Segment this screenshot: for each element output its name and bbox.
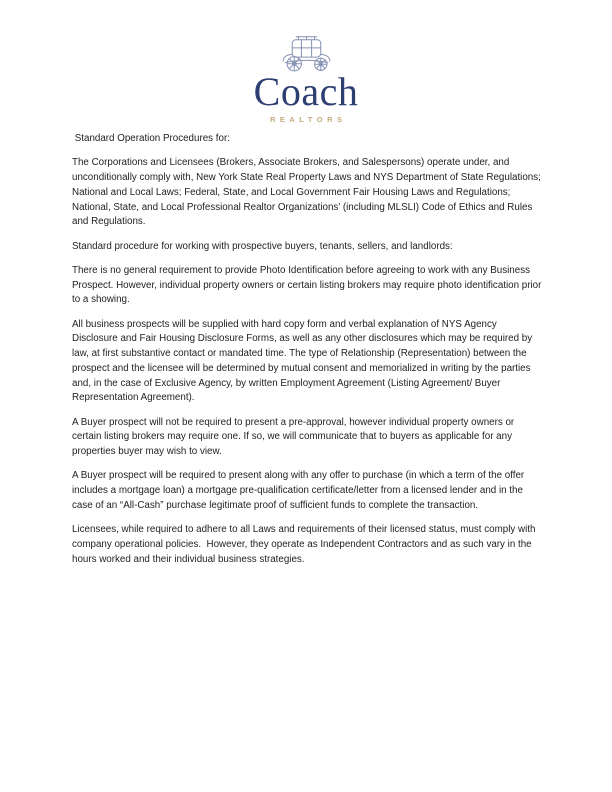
paragraph-licensees: Licensees, while required to adhere to all Laws and requirements of their licensed status, must comply with company operational policies. However, they operate as Independent Contractors and as such vary in the hours worked and their individual business strategies. bbox=[72, 524, 539, 565]
paragraph-compliance: The Corporations and Licensees (Brokers, Associate Brokers, and Salespersons) operate under, and unconditionally comply with, New York State Real Property Laws and NYS Department of State Regulations; National and Local Laws; Federal, State, and Local Government Fair Housing Laws and Regulations; National, State, and Local Professional Realtor Organizations’ (including MLSLI) Code of Ethics and Rules and Regulations. bbox=[72, 157, 544, 228]
document-body bbox=[72, 132, 545, 577]
coach-carriage-icon bbox=[278, 33, 335, 72]
paragraph-preapproval: A Buyer prospect will not be required to present a pre-approval, however individual property owners or certain listing brokers may require one. If so, we will communicate that to buyers as applicable for any properties buyer may wish to view. bbox=[72, 416, 517, 458]
paragraph-offer-requirements: A Buyer prospect will be required to present along with any offer to purchase (in which a term of the offer includes a mortgage loan) a mortgage pre-qualification certificate/letter from a licensed lender and in the case of an “All-Cash” purchase legitimate proof of sufficient funds to complete the transaction. bbox=[72, 470, 527, 511]
paragraph-procedure-heading: Standard procedure for working with prospective buyers, tenants, sellers, and landlords: bbox=[72, 240, 453, 252]
paragraph-disclosures: All business prospects will be supplied with hard copy form and verbal explanation of NYS Agency Disclosure and Fair Housing Disclosure Forms, as well as any other disclosures which may be required by law, at first substantive contact or mandated time. The type of Relationship (Representation) between the prospect and the licensee will be determined by mutual consent and memorialized in writing by the parties and, in the case of Exclusive Agency, by written Employment Agreement (Listing Agreement/ Buyer Representation Agreement). bbox=[72, 318, 535, 404]
paragraph-photo-id: There is no general requirement to provide Photo Identification before agreeing to work with any Business Prospect. However, individual property owners or certain listing brokers may require photo identification prior to a showing. bbox=[72, 264, 545, 306]
brand-tagline: REALTORS bbox=[269, 115, 347, 124]
coach-realtors-logo bbox=[0, 33, 612, 124]
paragraph-title: Standard Operation Procedures for: bbox=[72, 133, 230, 144]
brand-wordmark: Coach bbox=[253, 69, 359, 114]
